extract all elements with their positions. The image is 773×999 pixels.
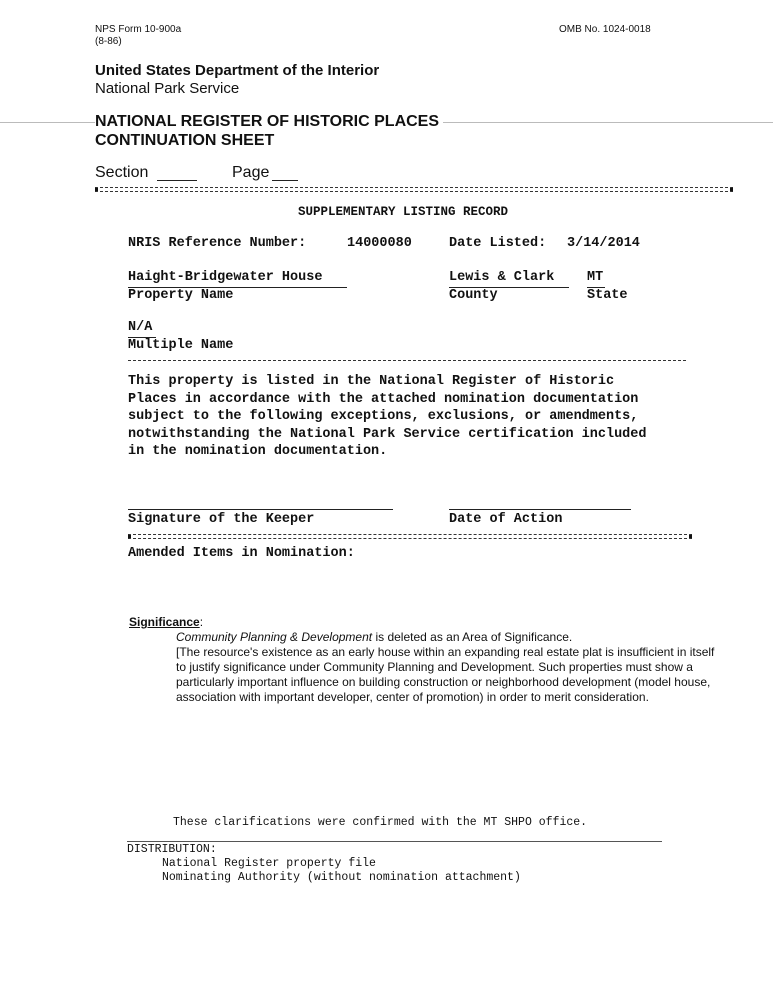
state-label: State — [587, 288, 628, 303]
shpo-confirmation: These clarifications were confirmed with the MT SHPO office. — [173, 816, 588, 829]
statement-line: in the nomination documentation. — [128, 444, 388, 459]
date-of-action-label: Date of Action — [449, 512, 563, 527]
statement-dash-rule — [128, 360, 686, 361]
record-title: SUPPLEMENTARY LISTING RECORD — [298, 205, 509, 219]
amended-double-rule — [128, 534, 692, 539]
statement-line: notwithstanding the National Park Service certification included — [128, 426, 647, 442]
amended-items-label: Amended Items in Nomination: — [128, 546, 355, 561]
deleted-area: Community Planning & Development — [176, 630, 373, 644]
form-number: NPS Form 10-900a — [95, 24, 182, 35]
page-blank[interactable] — [272, 180, 298, 181]
county-label: County — [449, 288, 498, 303]
omb-number: OMB No. 1024-0018 — [559, 24, 651, 35]
nris-label: NRIS Reference Number: — [128, 236, 307, 251]
significance-heading-row — [129, 615, 203, 629]
section-blank[interactable] — [157, 180, 197, 181]
significance-heading: Significance — [129, 615, 200, 629]
distribution-rule — [127, 841, 662, 842]
statement-line: Places in accordance with the attached nomination documentation — [128, 391, 639, 407]
county-value: Lewis & Clark — [449, 270, 555, 285]
date-listed-label: Date Listed: — [449, 236, 547, 251]
multiple-name-label: Multiple Name — [128, 338, 234, 353]
section-label: Section — [95, 164, 149, 181]
multiple-name-value: N/A — [128, 320, 153, 335]
page-label: Page — [232, 164, 270, 181]
distribution-label: DISTRIBUTION: — [127, 843, 217, 856]
header-double-rule — [95, 187, 733, 192]
statement-line: subject to the following exceptions, exclusions, or amendments, — [128, 409, 639, 424]
agency-name: National Park Service — [95, 80, 240, 97]
signature-label: Signature of the Keeper — [128, 512, 315, 527]
distribution-item: National Register property file — [162, 857, 376, 870]
listing-statement — [128, 373, 646, 461]
significance-explanation: [The resource's existence as an early house within an expanding real estate plat is insufficient in itself to justify significance under Community Planning and Development. Such properties must show a particularly important influence on building construction or neighborhood development (model house, association with important developer, center of promotion) in order to merit consideration. — [176, 645, 715, 704]
form-date: (8-86) — [95, 36, 122, 47]
property-name-value: Haight-Bridgewater House — [128, 270, 323, 285]
distribution-item: Nominating Authority (without nomination attachment) — [162, 871, 521, 884]
significance-deletion — [176, 630, 572, 645]
date-listed-value: 3/14/2014 — [567, 236, 640, 251]
deletion-text: is deleted as an Area of Significance. — [372, 630, 573, 644]
signature-line[interactable] — [128, 509, 393, 510]
department-name: United States Department of the Interior — [95, 62, 380, 79]
state-value: MT — [587, 270, 604, 285]
register-title: NATIONAL REGISTER OF HISTORIC PLACES — [95, 112, 443, 131]
property-name-label: Property Name — [128, 288, 234, 303]
statement-line: This property is listed in the National Register of Historic — [128, 374, 615, 389]
continuation-title: CONTINUATION SHEET — [95, 132, 275, 149]
nris-value: 14000080 — [347, 236, 412, 251]
significance-colon: : — [199, 615, 204, 629]
date-of-action-line[interactable] — [449, 509, 631, 510]
